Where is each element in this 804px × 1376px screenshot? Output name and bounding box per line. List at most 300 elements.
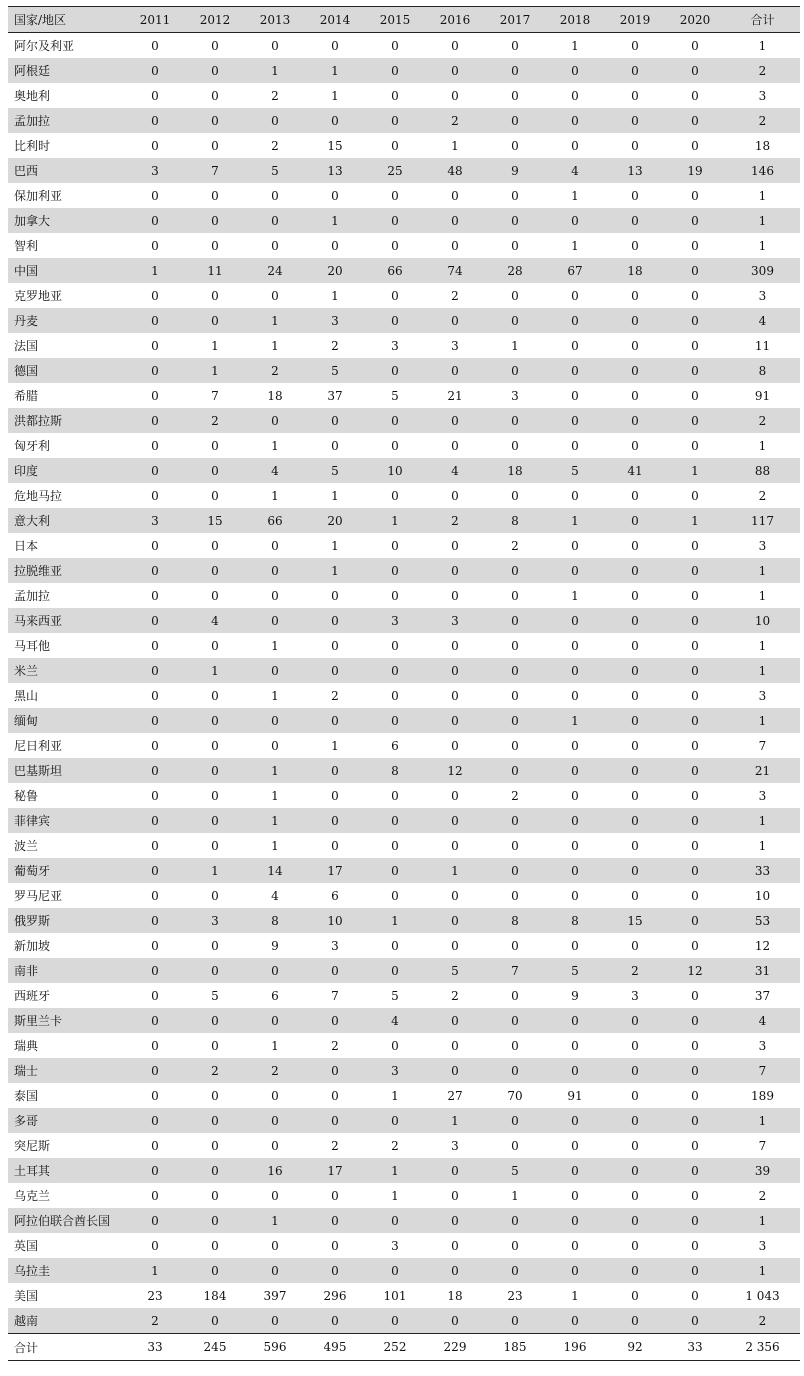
country-cell: 巴基斯坦 xyxy=(14,764,63,778)
year-value-cell: 0 xyxy=(631,588,639,603)
year-value-cell: 10 xyxy=(387,463,403,478)
row-total-cell: 2 xyxy=(758,1313,767,1328)
year-value-cell: 0 xyxy=(571,738,579,753)
row-total-cell: 4 xyxy=(758,313,767,328)
year-value-cell: 1 xyxy=(151,1263,159,1278)
year-value-cell: 20 xyxy=(327,263,343,278)
row-total-cell: 7 xyxy=(758,1063,767,1078)
column-header-year: 2011 xyxy=(125,7,185,33)
year-value-cell: 0 xyxy=(511,1113,519,1128)
table-row xyxy=(8,1158,800,1183)
year-value-cell: 0 xyxy=(211,1088,219,1103)
year-value-cell: 7 xyxy=(511,963,519,978)
row-total-cell: 31 xyxy=(754,963,771,978)
year-value-cell: 0 xyxy=(151,1063,159,1078)
year-value-cell: 3 xyxy=(451,338,459,353)
year-value-cell: 0 xyxy=(631,1163,639,1178)
year-value-cell: 3 xyxy=(211,913,219,928)
table-row xyxy=(8,783,800,808)
year-value-cell: 0 xyxy=(331,838,339,853)
year-value-cell: 0 xyxy=(571,838,579,853)
year-value-cell: 0 xyxy=(691,213,699,228)
year-value-cell: 0 xyxy=(451,413,459,428)
country-cell: 泰国 xyxy=(14,1089,39,1103)
table-row xyxy=(8,1208,800,1233)
year-value-cell: 0 xyxy=(451,438,459,453)
row-total-cell: 2 xyxy=(758,63,767,78)
total-value-cell: 252 xyxy=(365,1334,425,1361)
year-value-cell: 0 xyxy=(571,1113,579,1128)
data-table-container xyxy=(8,6,800,1361)
year-value-cell: 1 xyxy=(271,1038,279,1053)
country-cell: 越南 xyxy=(14,1314,39,1328)
year-value-cell: 1 xyxy=(451,138,459,153)
year-value-cell: 0 xyxy=(151,1188,159,1203)
year-value-cell: 0 xyxy=(391,1313,399,1328)
year-value-cell: 41 xyxy=(627,463,643,478)
year-value-cell: 0 xyxy=(631,1013,639,1028)
year-value-cell: 0 xyxy=(391,588,399,603)
year-value-cell: 0 xyxy=(391,688,399,703)
total-value-cell: 33 xyxy=(125,1334,185,1361)
row-total-cell: 1 xyxy=(758,838,767,853)
year-value-cell: 0 xyxy=(571,363,579,378)
year-value-cell: 0 xyxy=(631,363,639,378)
year-value-cell: 0 xyxy=(211,563,219,578)
table-row xyxy=(8,883,800,908)
year-value-cell: 1 xyxy=(391,1088,399,1103)
year-value-cell: 0 xyxy=(331,1188,339,1203)
row-total-cell: 1 xyxy=(758,438,767,453)
year-value-cell: 0 xyxy=(271,563,279,578)
year-value-cell: 0 xyxy=(271,963,279,978)
year-value-cell: 0 xyxy=(691,813,699,828)
year-value-cell: 0 xyxy=(631,188,639,203)
year-value-cell: 0 xyxy=(271,1263,279,1278)
year-value-cell: 13 xyxy=(327,163,343,178)
year-value-cell: 0 xyxy=(331,38,339,53)
year-value-cell: 0 xyxy=(631,438,639,453)
year-value-cell: 0 xyxy=(511,188,519,203)
year-value-cell: 0 xyxy=(151,813,159,828)
year-value-cell: 0 xyxy=(271,188,279,203)
year-value-cell: 0 xyxy=(511,1313,519,1328)
country-cell: 智利 xyxy=(14,239,39,253)
year-value-cell: 0 xyxy=(631,1238,639,1253)
row-total-cell: 10 xyxy=(754,888,771,903)
year-value-cell: 0 xyxy=(451,563,459,578)
year-value-cell: 0 xyxy=(571,338,579,353)
country-cell: 瑞士 xyxy=(14,1064,39,1078)
table-row xyxy=(8,508,800,533)
country-cell: 奥地利 xyxy=(14,89,51,103)
year-value-cell: 397 xyxy=(263,1288,287,1303)
year-value-cell: 0 xyxy=(391,713,399,728)
year-value-cell: 0 xyxy=(511,813,519,828)
year-value-cell: 8 xyxy=(571,913,579,928)
total-value-cell: 92 xyxy=(605,1334,665,1361)
table-row xyxy=(8,983,800,1008)
year-value-cell: 0 xyxy=(331,788,339,803)
year-value-cell: 66 xyxy=(267,513,283,528)
year-value-cell: 12 xyxy=(687,963,703,978)
row-total-cell: 1 xyxy=(758,813,767,828)
country-cell: 黑山 xyxy=(14,689,39,703)
year-value-cell: 0 xyxy=(391,488,399,503)
year-value-cell: 0 xyxy=(511,488,519,503)
total-value-cell: 33 xyxy=(665,1334,725,1361)
year-value-cell: 0 xyxy=(391,188,399,203)
year-value-cell: 1 xyxy=(331,88,339,103)
year-value-cell: 0 xyxy=(151,138,159,153)
year-value-cell: 0 xyxy=(511,288,519,303)
year-value-cell: 1 xyxy=(451,863,459,878)
year-value-cell: 0 xyxy=(691,838,699,853)
total-value-cell: 196 xyxy=(545,1334,605,1361)
year-value-cell: 0 xyxy=(391,938,399,953)
year-value-cell: 3 xyxy=(451,613,459,628)
year-value-cell: 0 xyxy=(211,1238,219,1253)
year-value-cell: 1 xyxy=(691,463,699,478)
year-value-cell: 0 xyxy=(211,213,219,228)
year-value-cell: 0 xyxy=(151,713,159,728)
year-value-cell: 8 xyxy=(511,513,519,528)
table-row xyxy=(8,258,800,283)
year-value-cell: 3 xyxy=(151,163,159,178)
year-value-cell: 0 xyxy=(691,663,699,678)
year-value-cell: 0 xyxy=(631,813,639,828)
year-value-cell: 0 xyxy=(631,788,639,803)
year-value-cell: 0 xyxy=(571,388,579,403)
year-value-cell: 1 xyxy=(571,188,579,203)
year-value-cell: 0 xyxy=(691,788,699,803)
year-value-cell: 2 xyxy=(451,113,459,128)
year-value-cell: 0 xyxy=(211,713,219,728)
year-value-cell: 1 xyxy=(571,713,579,728)
year-value-cell: 0 xyxy=(451,638,459,653)
year-value-cell: 5 xyxy=(571,463,579,478)
year-value-cell: 0 xyxy=(151,63,159,78)
year-value-cell: 0 xyxy=(391,788,399,803)
year-value-cell: 0 xyxy=(451,938,459,953)
year-value-cell: 0 xyxy=(691,413,699,428)
year-value-cell: 0 xyxy=(211,763,219,778)
year-value-cell: 0 xyxy=(691,1213,699,1228)
country-year-table xyxy=(8,6,800,1361)
year-value-cell: 2 xyxy=(331,1038,339,1053)
year-value-cell: 0 xyxy=(571,1238,579,1253)
year-value-cell: 0 xyxy=(151,488,159,503)
year-value-cell: 0 xyxy=(271,1013,279,1028)
year-value-cell: 0 xyxy=(151,888,159,903)
year-value-cell: 0 xyxy=(631,238,639,253)
year-value-cell: 0 xyxy=(211,188,219,203)
year-value-cell: 0 xyxy=(631,1313,639,1328)
year-value-cell: 0 xyxy=(391,438,399,453)
table-row xyxy=(8,108,800,133)
year-value-cell: 0 xyxy=(271,1138,279,1153)
year-value-cell: 0 xyxy=(631,488,639,503)
year-value-cell: 0 xyxy=(451,188,459,203)
total-value-cell: 596 xyxy=(245,1334,305,1361)
year-value-cell: 0 xyxy=(571,413,579,428)
table-row xyxy=(8,83,800,108)
year-value-cell: 0 xyxy=(151,1163,159,1178)
year-value-cell: 10 xyxy=(327,913,343,928)
column-header-year: 2020 xyxy=(665,7,725,33)
year-value-cell: 1 xyxy=(571,238,579,253)
country-cell: 米兰 xyxy=(14,664,39,678)
year-value-cell: 4 xyxy=(271,888,279,903)
year-value-cell: 0 xyxy=(331,238,339,253)
year-value-cell: 7 xyxy=(211,163,219,178)
year-value-cell: 0 xyxy=(211,688,219,703)
row-total-cell: 3 xyxy=(758,538,767,553)
year-value-cell: 0 xyxy=(331,1263,339,1278)
year-value-cell: 0 xyxy=(151,88,159,103)
year-value-cell: 24 xyxy=(267,263,283,278)
year-value-cell: 1 xyxy=(391,513,399,528)
year-value-cell: 0 xyxy=(691,488,699,503)
year-value-cell: 9 xyxy=(511,163,519,178)
country-cell: 罗马尼亚 xyxy=(14,889,63,903)
year-value-cell: 0 xyxy=(571,1138,579,1153)
year-value-cell: 0 xyxy=(631,563,639,578)
table-row xyxy=(8,183,800,208)
year-value-cell: 1 xyxy=(391,913,399,928)
year-value-cell: 0 xyxy=(631,1113,639,1128)
table-row xyxy=(8,1033,800,1058)
year-value-cell: 0 xyxy=(511,1013,519,1028)
year-value-cell: 0 xyxy=(451,1238,459,1253)
year-value-cell: 0 xyxy=(391,1213,399,1228)
year-value-cell: 296 xyxy=(323,1288,347,1303)
year-value-cell: 3 xyxy=(391,1063,399,1078)
year-value-cell: 1 xyxy=(271,688,279,703)
year-value-cell: 0 xyxy=(211,38,219,53)
row-total-cell: 4 xyxy=(758,1013,767,1028)
year-value-cell: 0 xyxy=(211,1188,219,1203)
year-value-cell: 3 xyxy=(391,613,399,628)
year-value-cell: 0 xyxy=(391,563,399,578)
year-value-cell: 0 xyxy=(151,1088,159,1103)
year-value-cell: 0 xyxy=(691,88,699,103)
year-value-cell: 0 xyxy=(571,1063,579,1078)
year-value-cell: 0 xyxy=(331,588,339,603)
table-row xyxy=(8,1183,800,1208)
year-value-cell: 0 xyxy=(511,588,519,603)
year-value-cell: 0 xyxy=(391,313,399,328)
year-value-cell: 0 xyxy=(211,288,219,303)
year-value-cell: 3 xyxy=(451,1138,459,1153)
year-value-cell: 0 xyxy=(211,588,219,603)
year-value-cell: 0 xyxy=(271,413,279,428)
table-row xyxy=(8,808,800,833)
year-value-cell: 0 xyxy=(151,588,159,603)
year-value-cell: 91 xyxy=(567,1088,583,1103)
country-cell: 阿拉伯联合酋长国 xyxy=(14,1214,111,1228)
year-value-cell: 5 xyxy=(571,963,579,978)
year-value-cell: 184 xyxy=(203,1288,227,1303)
row-total-cell: 7 xyxy=(758,738,767,753)
table-row xyxy=(8,1008,800,1033)
year-value-cell: 0 xyxy=(271,538,279,553)
year-value-cell: 2 xyxy=(451,288,459,303)
year-value-cell: 0 xyxy=(391,238,399,253)
row-total-cell: 3 xyxy=(758,1238,767,1253)
year-value-cell: 0 xyxy=(391,838,399,853)
year-value-cell: 0 xyxy=(631,663,639,678)
year-value-cell: 0 xyxy=(511,1238,519,1253)
year-value-cell: 0 xyxy=(271,38,279,53)
year-value-cell: 18 xyxy=(627,263,643,278)
year-value-cell: 0 xyxy=(511,663,519,678)
year-value-cell: 3 xyxy=(631,988,639,1003)
year-value-cell: 9 xyxy=(571,988,579,1003)
year-value-cell: 0 xyxy=(571,938,579,953)
country-cell: 日本 xyxy=(14,539,39,553)
year-value-cell: 0 xyxy=(631,88,639,103)
year-value-cell: 0 xyxy=(271,1238,279,1253)
year-value-cell: 21 xyxy=(447,388,463,403)
year-value-cell: 4 xyxy=(451,463,459,478)
year-value-cell: 0 xyxy=(271,1088,279,1103)
year-value-cell: 1 xyxy=(331,738,339,753)
year-value-cell: 0 xyxy=(211,463,219,478)
year-value-cell: 1 xyxy=(571,588,579,603)
table-row xyxy=(8,1083,800,1108)
column-header-year: 2013 xyxy=(245,7,305,33)
year-value-cell: 0 xyxy=(151,238,159,253)
year-value-cell: 0 xyxy=(151,438,159,453)
country-cell: 克罗地亚 xyxy=(14,289,63,303)
year-value-cell: 1 xyxy=(391,1163,399,1178)
year-value-cell: 3 xyxy=(331,938,339,953)
year-value-cell: 0 xyxy=(151,688,159,703)
year-value-cell: 0 xyxy=(511,1063,519,1078)
year-value-cell: 0 xyxy=(571,438,579,453)
year-value-cell: 0 xyxy=(571,1013,579,1028)
row-total-cell: 1 xyxy=(758,713,767,728)
country-cell: 马来西亚 xyxy=(14,614,63,628)
year-value-cell: 0 xyxy=(631,1088,639,1103)
year-value-cell: 0 xyxy=(391,813,399,828)
table-row xyxy=(8,158,800,183)
row-total-cell: 33 xyxy=(754,863,771,878)
year-value-cell: 0 xyxy=(511,713,519,728)
year-value-cell: 0 xyxy=(631,113,639,128)
year-value-cell: 0 xyxy=(631,888,639,903)
year-value-cell: 0 xyxy=(151,363,159,378)
year-value-cell: 5 xyxy=(391,388,399,403)
year-value-cell: 0 xyxy=(511,838,519,853)
year-value-cell: 20 xyxy=(327,513,343,528)
row-total-cell: 146 xyxy=(751,163,774,178)
year-value-cell: 0 xyxy=(391,38,399,53)
country-cell: 孟加拉 xyxy=(14,589,51,603)
row-total-cell: 88 xyxy=(754,463,771,478)
table-row xyxy=(8,858,800,883)
year-value-cell: 0 xyxy=(451,63,459,78)
year-value-cell: 0 xyxy=(331,1113,339,1128)
year-value-cell: 0 xyxy=(631,1188,639,1203)
row-total-cell: 11 xyxy=(754,338,771,353)
column-header-year: 2018 xyxy=(545,7,605,33)
year-value-cell: 0 xyxy=(451,1213,459,1228)
year-value-cell: 0 xyxy=(211,938,219,953)
year-value-cell: 37 xyxy=(327,388,343,403)
year-value-cell: 0 xyxy=(571,888,579,903)
country-cell: 俄罗斯 xyxy=(14,914,51,928)
year-value-cell: 0 xyxy=(691,288,699,303)
year-value-cell: 0 xyxy=(151,738,159,753)
year-value-cell: 0 xyxy=(451,738,459,753)
year-value-cell: 17 xyxy=(327,863,343,878)
year-value-cell: 0 xyxy=(331,613,339,628)
column-header-country: 国家/地区 xyxy=(8,7,125,33)
row-total-cell: 10 xyxy=(754,613,771,628)
table-row xyxy=(8,1308,800,1334)
country-cell: 加拿大 xyxy=(14,214,51,228)
year-value-cell: 0 xyxy=(631,1138,639,1153)
year-value-cell: 0 xyxy=(691,363,699,378)
table-row xyxy=(8,33,800,59)
year-value-cell: 0 xyxy=(451,1163,459,1178)
year-value-cell: 0 xyxy=(691,438,699,453)
table-header xyxy=(8,7,800,33)
row-total-cell: 2 xyxy=(758,1188,767,1203)
year-value-cell: 0 xyxy=(511,313,519,328)
year-value-cell: 0 xyxy=(631,1263,639,1278)
year-value-cell: 0 xyxy=(331,813,339,828)
country-cell: 保加利亚 xyxy=(14,189,63,203)
year-value-cell: 0 xyxy=(151,1013,159,1028)
year-value-cell: 0 xyxy=(691,1063,699,1078)
year-value-cell: 0 xyxy=(211,738,219,753)
country-cell: 葡萄牙 xyxy=(14,864,51,878)
year-value-cell: 0 xyxy=(691,1313,699,1328)
year-value-cell: 0 xyxy=(691,638,699,653)
year-value-cell: 11 xyxy=(207,263,223,278)
year-value-cell: 0 xyxy=(151,288,159,303)
year-value-cell: 17 xyxy=(327,1163,343,1178)
year-value-cell: 0 xyxy=(571,613,579,628)
year-value-cell: 0 xyxy=(571,1263,579,1278)
row-total-cell: 189 xyxy=(751,1088,774,1103)
year-value-cell: 1 xyxy=(211,338,219,353)
row-total-cell: 1 xyxy=(758,638,767,653)
year-value-cell: 2 xyxy=(271,1063,279,1078)
year-value-cell: 0 xyxy=(151,838,159,853)
year-value-cell: 0 xyxy=(211,1113,219,1128)
year-value-cell: 5 xyxy=(331,463,339,478)
year-value-cell: 6 xyxy=(271,988,279,1003)
year-value-cell: 0 xyxy=(451,538,459,553)
year-value-cell: 0 xyxy=(631,763,639,778)
year-value-cell: 0 xyxy=(691,538,699,553)
total-value-cell: 2 356 xyxy=(725,1334,800,1361)
year-value-cell: 4 xyxy=(391,1013,399,1028)
row-total-cell: 117 xyxy=(751,513,774,528)
year-value-cell: 0 xyxy=(451,1188,459,1203)
year-value-cell: 0 xyxy=(451,788,459,803)
year-value-cell: 0 xyxy=(151,1138,159,1153)
year-value-cell: 0 xyxy=(571,1313,579,1328)
year-value-cell: 2 xyxy=(331,338,339,353)
country-cell: 中国 xyxy=(14,264,39,278)
year-value-cell: 0 xyxy=(631,513,639,528)
year-value-cell: 0 xyxy=(331,1013,339,1028)
